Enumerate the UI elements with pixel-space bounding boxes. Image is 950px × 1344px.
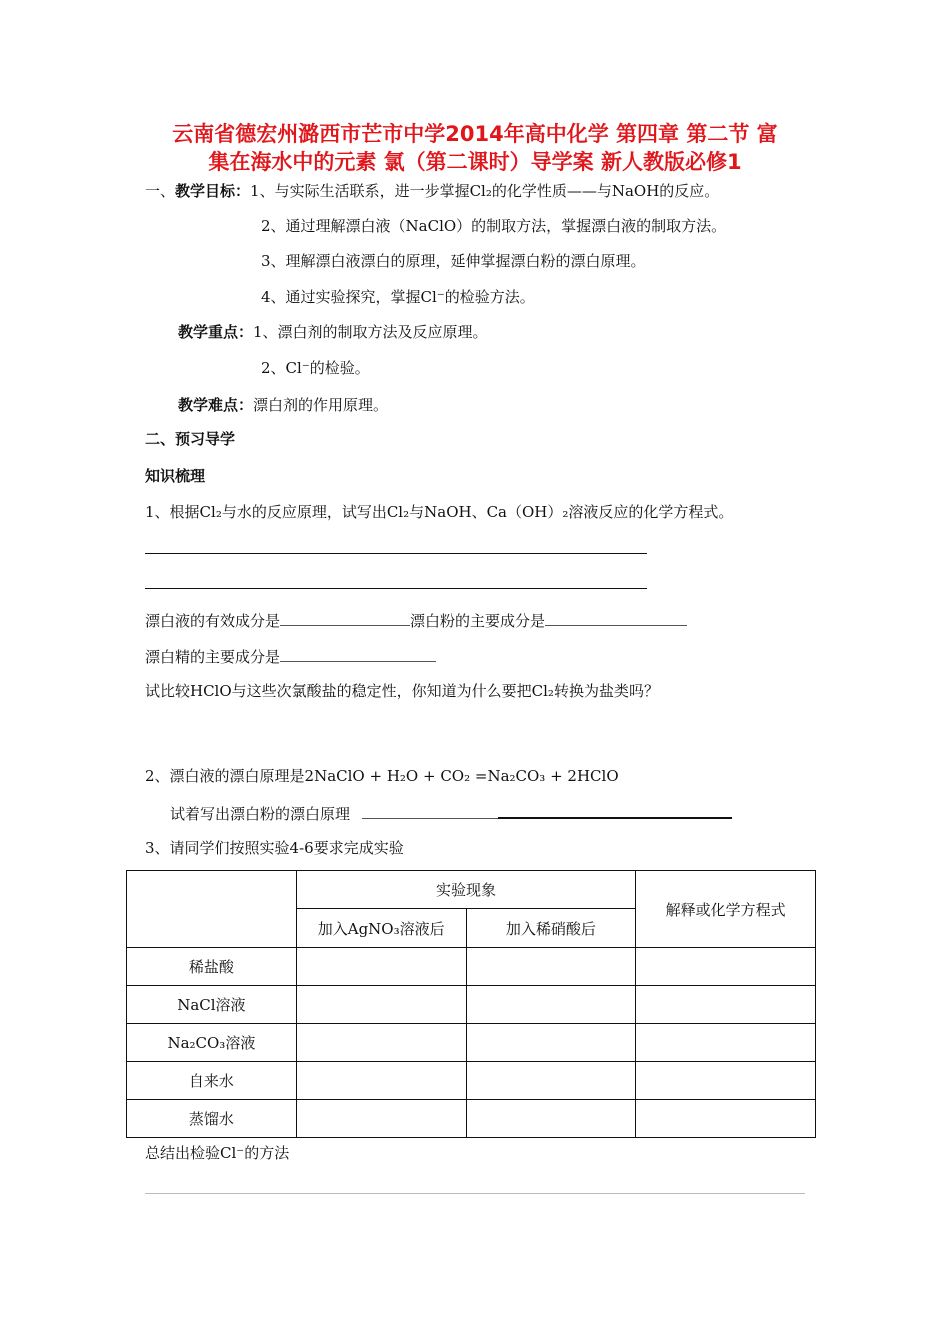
stability-question: 试比较HClO与这些次氯酸盐的稳定性，你知道为什么要把Cl₂转换为盐类吗？ — [145, 682, 659, 700]
goals-label: 教学目标： — [175, 182, 251, 200]
header-add-nitric-acid: 加入稀硝酸后 — [466, 909, 636, 948]
key-point-item: 2、Cl⁻的检验。 — [261, 359, 370, 377]
experiment-table — [126, 870, 816, 1138]
table-row — [127, 948, 816, 986]
difficulty-row — [178, 395, 388, 415]
bleach-liquid-label: 漂白液的有效成分是 — [145, 612, 281, 630]
table-cell — [466, 1100, 636, 1138]
row-label: NaCl溶液 — [127, 986, 297, 1024]
table-cell — [466, 948, 636, 986]
goal-item: 2、通过理解漂白液（NaClO）的制取方法，掌握漂白液的制取方法。 — [261, 217, 727, 235]
row-label: 稀盐酸 — [127, 948, 297, 986]
knowledge-subheading: 知识梳理 — [145, 467, 206, 485]
table-row — [127, 1024, 816, 1062]
table-cell — [296, 1024, 466, 1062]
title-line-2: 集在海水中的元素 氯（第二课时）导学案 新人教版必修1 — [208, 150, 742, 174]
answer-blank — [362, 802, 498, 819]
header-phenomenon: 实验现象 — [296, 871, 635, 909]
table-cell — [636, 986, 816, 1024]
table-row — [127, 986, 816, 1024]
key-points-row-1 — [178, 322, 488, 342]
bleach-essence-label: 漂白精的主要成分是 — [145, 648, 281, 666]
key-point-item: 1、漂白剂的制取方法及反应原理。 — [253, 323, 488, 341]
bleach-powder-label: 漂白粉的主要成分是 — [410, 612, 546, 630]
table-cell — [466, 986, 636, 1024]
header-explanation: 解释或化学方程式 — [636, 871, 816, 948]
table-cell — [296, 1100, 466, 1138]
section-2-heading: 二、预习导学 — [145, 430, 236, 448]
difficulty-label: 教学难点： — [178, 396, 254, 414]
table-cell — [636, 1100, 816, 1138]
table-row — [127, 1062, 816, 1100]
table-cell — [296, 986, 466, 1024]
goals-row-1 — [145, 181, 719, 201]
table-cell — [296, 948, 466, 986]
difficulty-text: 漂白剂的作用原理。 — [253, 396, 389, 414]
question-2: 2、漂白液的漂白原理是2NaClO + H₂O + CO₂ =Na₂CO₃ + 2HClO — [145, 767, 619, 785]
answer-line — [145, 1193, 805, 1194]
question-3: 3、请同学们按照实验4-6要求完成实验 — [145, 839, 404, 857]
table-cell — [636, 948, 816, 986]
title-line-1: 云南省德宏州潞西市芒市中学2014年高中化学 第四章 第二节 富 — [172, 122, 778, 146]
goal-item: 4、通过实验探究，掌握Cl⁻的检验方法。 — [261, 288, 535, 306]
table-cell — [636, 1024, 816, 1062]
bleach-essence-row — [145, 645, 436, 667]
section-1-number: 一、 — [145, 182, 176, 200]
question-2-try-row — [170, 801, 732, 824]
table-cell — [466, 1062, 636, 1100]
row-label: Na₂CO₃溶液 — [127, 1024, 297, 1062]
question-2-try: 试着写出漂白粉的漂白原理 — [170, 805, 351, 823]
goal-item: 3、理解漂白液漂白的原理，延伸掌握漂白粉的漂白原理。 — [261, 252, 646, 270]
table-cell — [466, 1024, 636, 1062]
table-cell — [296, 1062, 466, 1100]
row-label: 蒸馏水 — [127, 1100, 297, 1138]
answer-blank — [498, 801, 732, 819]
table-row — [127, 1100, 816, 1138]
answer-blank — [280, 609, 410, 626]
question-1: 1、根据Cl₂与水的反应原理，试写出Cl₂与NaOH、Ca（OH）₂溶液反应的化学方程式。 — [145, 503, 734, 521]
bleach-components-row — [145, 609, 687, 631]
header-add-agno3: 加入AgNO₃溶液后 — [296, 909, 466, 948]
document-title — [120, 120, 830, 176]
answer-blank — [545, 609, 687, 626]
answer-line — [145, 553, 647, 554]
goal-item: 1、与实际生活联系，进一步掌握Cl₂的化学性质——与NaOH的反应。 — [250, 182, 720, 200]
table-cell — [636, 1062, 816, 1100]
table-corner-cell — [127, 871, 297, 948]
key-points-label: 教学重点： — [178, 323, 254, 341]
summary-prompt: 总结出检验Cl⁻的方法 — [145, 1144, 290, 1162]
row-label: 自来水 — [127, 1062, 297, 1100]
answer-blank — [280, 645, 436, 662]
answer-line — [145, 588, 647, 589]
